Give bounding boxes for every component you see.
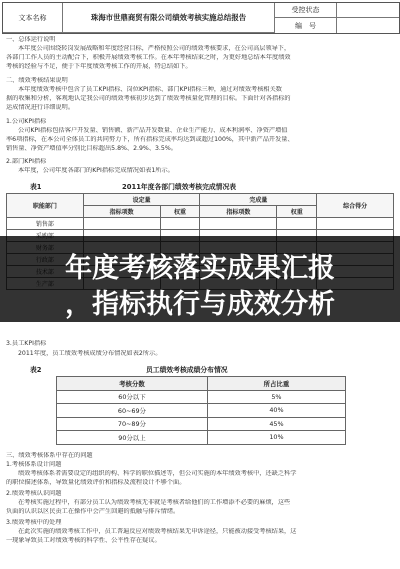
document-header-table	[2, 2, 400, 34]
section3-sub2-line2: 负面的认识以区民贡工在操作中会产生回避的抵触与排斥情绪。	[6, 508, 180, 515]
section3-sub2-line1: 在考核实施过程中，有部分员工认为绩效考核无非就是考核者给他们的工作增添不必要的麻烦，这些	[18, 499, 291, 506]
table1-header-weight2: 权重	[277, 206, 317, 218]
section2-sub2-line1: 本年度，公司年度各部门的KPI指标完成情况如表1所示。	[18, 167, 174, 174]
section2-sub3-line1: 2011年度，员工绩效考核成绩分布情况如表2所示。	[18, 350, 162, 357]
section3-sub2-heading: 2.绩效考核认识问题	[6, 490, 62, 497]
section1-para-line1: 本年度公司围绕转岗发展战略和年度经营目标，严格按照公司的绩效考核要求，在公司高层领导下，	[18, 45, 291, 52]
section2-para-line2: 据的收集和分析，客观地认定我公司的绩效考核初步达到了绩效考核量化管理的目标。下面针对各指标的	[6, 95, 291, 102]
section2-sub1-line1: 公司KPI指标包括客户开发量、销售额、新产品开发数量、企业生产能力、成本利润率、净资产增值	[18, 127, 288, 134]
section2-sub1-line3: 销售量、净资产增值率分别比目标超出5.8%、2.9%、3.5%。	[6, 145, 177, 152]
table1-header-items: 指标项数	[83, 206, 160, 218]
table-row	[57, 417, 346, 431]
table1-header-done: 完成量	[200, 194, 317, 206]
table2-pct-cell: 5%	[207, 390, 345, 404]
section3-heading: 三、绩效考核体系中存在的问题	[6, 452, 93, 459]
section3-sub1-line1: 绩效考核体系者需要设定的组织的构、科学的职位描述等，但公司实施的本年绩效考核中，还缺乏科学	[18, 470, 297, 477]
section2-para-line3: 运成情况进行详细说明。	[6, 104, 75, 111]
table2-caption-number: 表2	[30, 366, 42, 374]
table-row	[57, 431, 346, 445]
section2-sub3-heading: 3.员工KPI指标	[6, 340, 47, 347]
table-row	[57, 404, 346, 418]
section1-para-line2: 各部门工作人员的主动配合下，积极开展绩效考核工作。在本年考核结束之时，为更好地总结本年度绩效	[6, 54, 291, 61]
table2-range-cell: 60分以下	[57, 390, 208, 404]
table1-dept-cell: 销售部	[7, 218, 84, 230]
table1-header-weight: 权重	[160, 206, 200, 218]
section3-sub3-line2: 一现象导致员工对绩效考核的科学性、公平性存在疑议。	[6, 537, 161, 544]
table2-pct-cell: 10%	[207, 431, 345, 445]
table1-header-score: 综合得分	[317, 194, 394, 218]
label-document-name: 文本名称	[3, 3, 63, 33]
section2-heading: 二、绩效考核结果说明	[6, 77, 68, 84]
table1-caption-number: 表1	[30, 183, 42, 191]
table2-score-distribution	[56, 376, 346, 445]
table2-caption: 员工绩效考核成绩分布情况	[146, 366, 228, 374]
section2-sub2-heading: 2.部门KPI指标	[6, 158, 47, 165]
value-controlled-status	[337, 3, 399, 18]
section2-sub1-line2: 率6项指标，在本公司全体员工的共同努力下，所有指标完成率均达到或超过100%，其中新产品开发量、	[6, 136, 294, 143]
table2-pct-cell: 40%	[207, 404, 345, 418]
table2-header-pct: 所占比重	[207, 377, 345, 391]
section2-para-line1: 本年度绩效考核中包含了员工KPI指标、岗位KPI指标、部门KPI指标三种，通过对绩效考核相关数	[18, 86, 282, 93]
section3-sub3-heading: 3.绩效考核中的处理	[6, 519, 62, 526]
table1-header-items2: 指标项数	[200, 206, 277, 218]
table2-range-cell: 60~69分	[57, 404, 208, 418]
document-title: 珠海市世鼎商贸有限公司绩效考核实施总结报告	[63, 3, 275, 33]
table2-range-cell: 90分以上	[57, 431, 208, 445]
table1-caption: 2011年度各部门绩效考核完成情况表	[122, 183, 237, 191]
banner-title-line1: 年度考核落实成果汇报	[65, 253, 335, 284]
section3-sub1-heading: 1.考核体系设计问题	[6, 461, 62, 468]
section3-sub1-line2: 的职位描述体系，导致量化绩效评价和指标及流程设计不够个面。	[6, 479, 186, 486]
table-row	[57, 390, 346, 404]
table1-header-dept: 职能部门	[7, 194, 84, 218]
table2-range-cell: 70~89分	[57, 417, 208, 431]
table2-pct-cell: 45%	[207, 417, 345, 431]
section2-sub1-heading: 1.公司KPI指标	[6, 118, 47, 125]
value-document-number	[337, 18, 399, 33]
table-row	[7, 218, 394, 230]
table1-header-set: 设定量	[83, 194, 200, 206]
label-document-number: 编 号	[275, 18, 337, 33]
section1-para-line3: 考核的经验与不足，便于下年度绩效考核工作的开展，特总结如下。	[6, 63, 192, 70]
banner-title-line2: ，指标执行与成效分析	[65, 289, 335, 320]
section3-sub3-line1: 在此次实施的绩效考核工作中，员工普遍反应对绩效考核结果无申诉途径，只能被动接受考核结果，这	[18, 528, 297, 535]
section1-heading: 一、总体运行说明	[6, 36, 56, 43]
table2-header-range: 考核分数	[57, 377, 208, 391]
label-controlled-status: 受控状态	[275, 3, 337, 18]
overlay-banner	[0, 236, 400, 322]
